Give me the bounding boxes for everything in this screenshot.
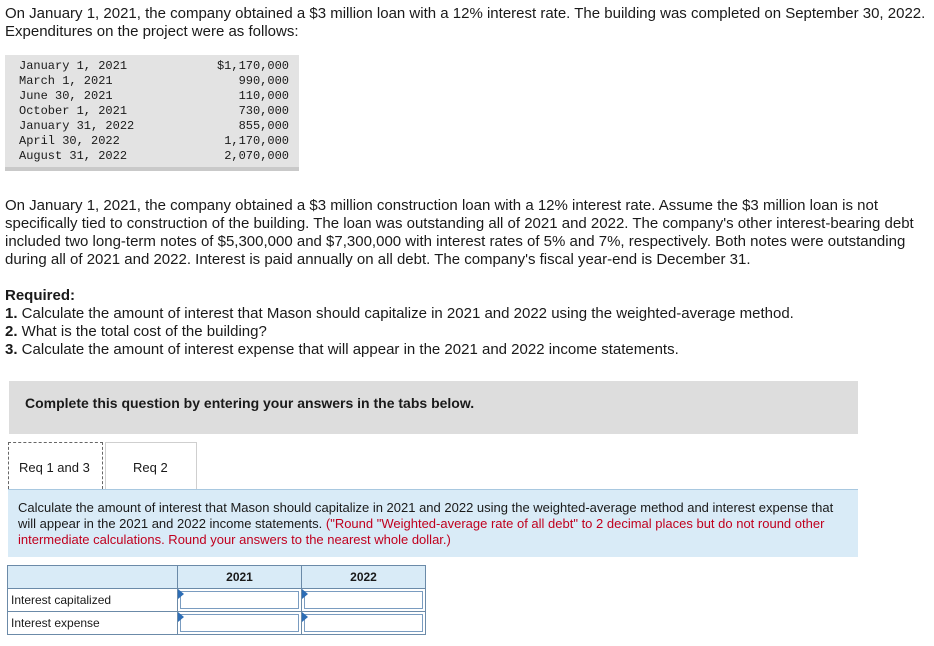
tab-req-1-and-3[interactable]: [8, 442, 103, 489]
expenditure-row: [19, 74, 289, 89]
input-marker-icon: [178, 589, 184, 599]
expenditures-table: [5, 55, 299, 171]
expenditure-date: October 1, 2021: [19, 104, 128, 118]
answer-table: [7, 565, 426, 635]
expenditure-amount: 110,000: [238, 89, 289, 103]
expenditure-date: April 30, 2022: [19, 134, 120, 148]
expenditure-amount: 855,000: [238, 119, 289, 133]
required-item-text: Calculate the amount of interest expense that will appear in the 2021 and 2022 income statements.: [17, 341, 679, 358]
expenditure-row: [19, 59, 289, 74]
required-heading: Required:: [5, 287, 76, 304]
expenditure-date: January 1, 2021: [19, 59, 128, 73]
input-marker-icon: [302, 612, 308, 622]
interest-capitalized-2022-input[interactable]: [304, 591, 423, 609]
input-cell[interactable]: [178, 612, 302, 635]
header-blank: [8, 566, 178, 589]
problem-paragraph: On January 1, 2021, the company obtained a $3 million construction loan with a 12% interest rate. Assume the $3 million loan is not specifically tied to construction of the building. The loan was outstanding all of 2021 and 2022. The company's other interest-bearing debt included two long-term notes of $5,300,000 and $7,300,000 with interest rates of 5% and 7%, respectively. Both notes were outstanding during all of 2021 and 2022. Interest is paid annually on all debt. The company's fiscal year-end is December 31.: [5, 197, 914, 268]
column-header-2022: 2022: [302, 566, 426, 589]
input-cell[interactable]: [302, 589, 426, 612]
expenditure-amount: 1,170,000: [224, 134, 289, 148]
input-cell[interactable]: [178, 589, 302, 612]
interest-capitalized-2021-input[interactable]: [180, 591, 299, 609]
intro-text: On January 1, 2021, the company obtained a $3 million loan with a 12% interest rate. The building was completed on September 30, 2022. Expenditures on the project were as follows:: [5, 5, 926, 40]
input-marker-icon: [302, 589, 308, 599]
expenditure-row: [19, 89, 289, 104]
required-item-1: [5, 305, 794, 323]
expenditure-date: August 31, 2022: [19, 149, 128, 163]
tab-req-2[interactable]: [105, 442, 197, 489]
required-item-2: [5, 323, 267, 341]
input-cell[interactable]: [302, 612, 426, 635]
required-item-text: Calculate the amount of interest that Mason should capitalize in 2021 and 2022 using the weighted-average method.: [17, 305, 794, 322]
tab-label: Req 2: [133, 460, 168, 475]
expenditure-row: [19, 119, 289, 134]
table-row: [8, 589, 426, 612]
expenditure-row: [19, 149, 289, 164]
required-item-text: What is the total cost of the building?: [17, 323, 267, 340]
row-label-interest-expense: Interest expense: [8, 612, 178, 635]
row-label-interest-capitalized: Interest capitalized: [8, 589, 178, 612]
required-item-number: 2.: [5, 323, 18, 340]
expenditure-date: January 31, 2022: [19, 119, 135, 133]
expenditure-date: March 1, 2021: [19, 74, 113, 88]
banner-text: Complete this question by entering your answers in the tabs below.: [25, 395, 475, 411]
expenditure-amount: 2,070,000: [224, 149, 289, 163]
instruction-main: Calculate the amount of interest that Mason should capitalize in 2021 and 2022 using the weighted-average method and interest expense that will appear in the 2021 and 2022 income statements.: [18, 500, 834, 531]
answer-table-header: [8, 566, 426, 589]
table-row: [8, 612, 426, 635]
expenditure-amount: $1,170,000: [216, 59, 289, 73]
interest-expense-2022-input[interactable]: [304, 614, 423, 632]
expenditure-row: [19, 104, 289, 119]
required-item-number: 3.: [5, 341, 18, 358]
expenditure-amount: 990,000: [238, 74, 289, 88]
rounding-note: ("Round "Weighted-average rate of all debt" to 2 decimal places but do not round other intermediate calculations. Round your answers to the nearest whole dollar.): [18, 516, 825, 547]
instruction-panel: [8, 489, 858, 557]
required-item-3: [5, 341, 679, 359]
instruction-text: [18, 500, 848, 548]
interest-expense-2021-input[interactable]: [180, 614, 299, 632]
input-marker-icon: [178, 612, 184, 622]
column-header-2021: 2021: [178, 566, 302, 589]
expenditure-date: June 30, 2021: [19, 89, 113, 103]
tab-label: Req 1 and 3: [19, 460, 90, 475]
required-item-number: 1.: [5, 305, 18, 322]
expenditure-row: [19, 134, 289, 149]
instructions-banner: [9, 381, 858, 434]
expenditure-amount: 730,000: [238, 104, 289, 118]
